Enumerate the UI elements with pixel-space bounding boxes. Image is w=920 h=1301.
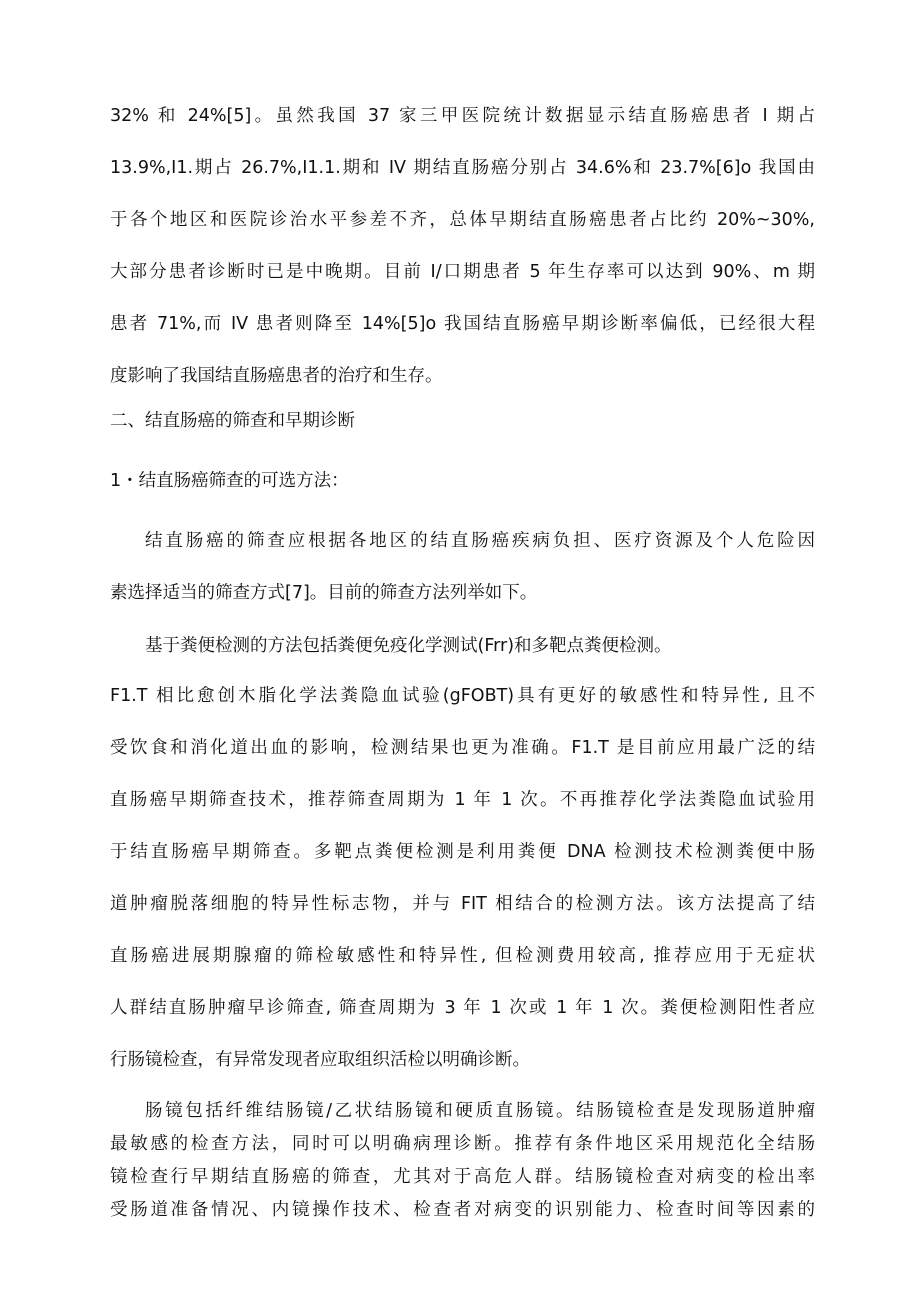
text-line: 直肠癌早期筛查技术，推荐筛查周期为 1 年 1 次。不再推荐化学法粪隐血试验用: [110, 790, 815, 810]
paragraph-fit-description: [110, 670, 815, 1086]
subsection-heading-text: 1・结直肠癌筛查的可选方法：: [110, 471, 349, 491]
text-line: 结直肠癌的筛查应根据各地区的结直肠癌疾病负担、医疗资源及个人危险因: [145, 531, 815, 551]
text-line: 于各个地区和医院诊治水平参差不齐，总体早期结直肠癌患者占比约 20%~30%,: [110, 210, 815, 230]
text-line: 度影响了我国结直肠癌患者的治疗和生存。: [110, 366, 443, 386]
text-line: 于结直肠癌早期筛查。多靶点粪便检测是利用粪便 DNA 检测技术检测粪便中肠: [110, 842, 815, 862]
text-line: 道肿瘤脱落细胞的特异性标志物，并与 FIT 相结合的检测方法。该方法提高了结: [110, 894, 815, 914]
text-line: 最敏感的检查方法，同时可以明确病理诊断。推荐有条件地区采用规范化全结肠: [110, 1134, 815, 1154]
text-line: 大部分患者诊断时已是中晚期。目前 I/口期患者 5 年生存率可以达到 90%、m 期: [110, 262, 815, 282]
text-line: 患者 71%,而 IV 患者则降至 14%[5]o 我国结直肠癌早期诊断率偏低，已经很大程: [110, 314, 815, 334]
paragraph-screening-intro: [110, 515, 815, 619]
text-line: 肠镜包括纤维结肠镜/乙状结肠镜和硬质直肠镜。结肠镜检查是发现肠道肿瘤: [145, 1101, 815, 1121]
paragraph-staging-statistics: [110, 90, 815, 402]
text-line: 13.9%,I1.期占 26.7%,I1.1.期和 IV 期结直肠癌分别占 34.6%和 23.7%[6]o 我国由: [110, 158, 815, 178]
text-line: 人群结直肠肿瘤早诊筛查, 筛查周期为 3 年 1 次或 1 年 1 次。粪便检测阳性者应: [110, 998, 815, 1018]
section-heading: [110, 395, 815, 447]
section-heading-text: 二、结直肠癌的筛查和早期诊断: [110, 411, 355, 431]
subsection-heading: [110, 455, 815, 507]
text-line: 32% 和 24%[5]。虽然我国 37 家三甲医院统计数据显示结直肠癌患者 I 期占: [110, 106, 815, 126]
text-line: 镜检查行早期结直肠癌的筛查，尤其对于高危人群。结肠镜检查对病变的检出率: [110, 1167, 815, 1187]
paragraph-endoscopy: [110, 1095, 815, 1227]
text-line: 素选择适当的筛查方式[7]。目前的筛查方法列举如下。: [110, 583, 538, 603]
text-line: 行肠镜检查，有异常发现者应取组织活检以明确诊断。: [110, 1050, 530, 1070]
text-line: 基于粪便检测的方法包括粪便免疫化学测试(Frr)和多靶点粪便检测。: [145, 636, 672, 656]
text-line: 直肠癌进展期腺瘤的筛检敏感性和特异性, 但检测费用较高, 推荐应用于无症状: [110, 946, 815, 966]
text-line: 受肠道准备情况、内镜操作技术、检查者对病变的识别能力、检查时间等因素的: [110, 1200, 815, 1220]
text-line: 受饮食和消化道出血的影响，检测结果也更为准确。F1.T 是目前应用最广泛的结: [110, 738, 815, 758]
paragraph-stool-test-intro: [110, 620, 815, 672]
text-line: F1.T 相比愈创木脂化学法粪隐血试验(gFOBT)具有更好的敏感性和特异性, 且不: [110, 686, 815, 706]
